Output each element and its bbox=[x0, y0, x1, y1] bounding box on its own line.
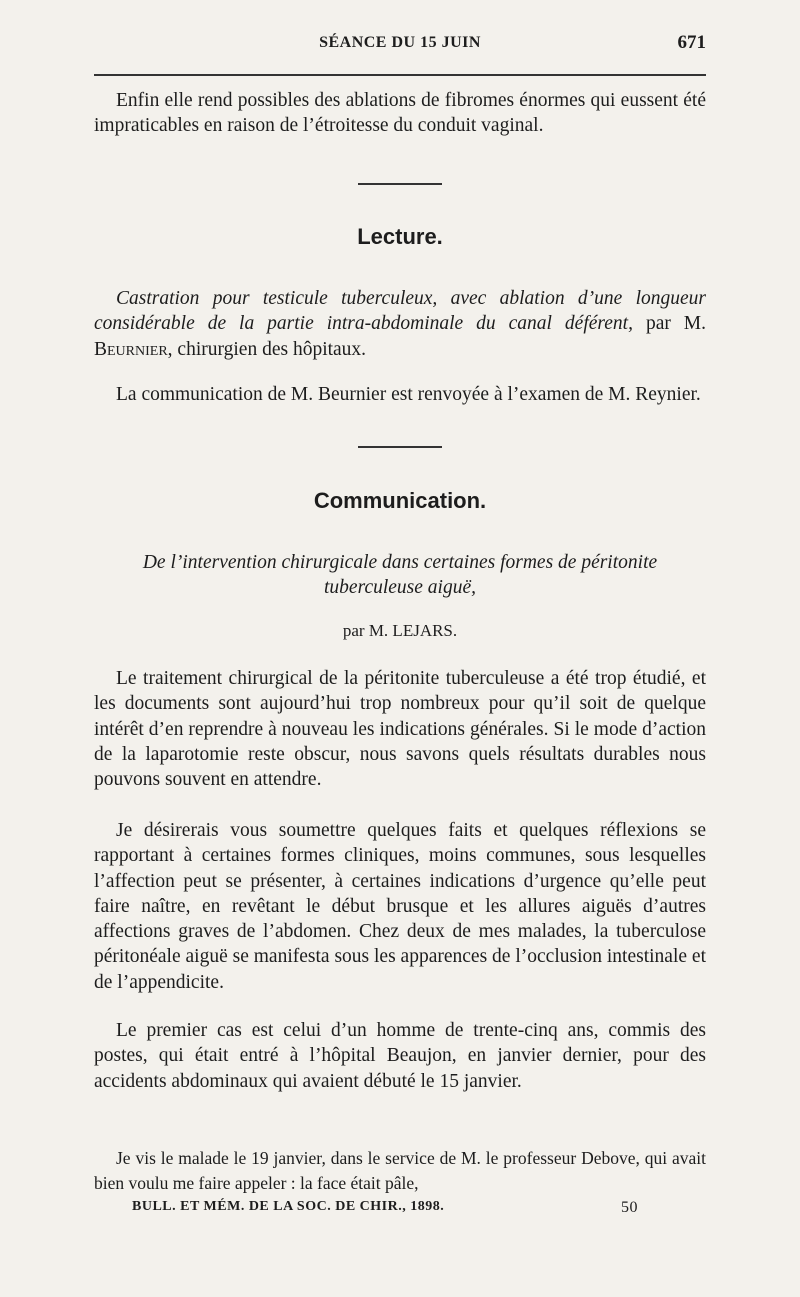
small-paragraph: Je vis le malade le 19 janvier, dans le service de M. le professeur Debove, qui avait bien voulu me faire appeler : la face était pâle, bbox=[94, 1148, 706, 1193]
lecture-author-name: Beurnier bbox=[94, 338, 168, 360]
section-separator-2 bbox=[358, 446, 442, 448]
lecture-author-suffix: , chirurgien des hôpitaux. bbox=[167, 338, 367, 360]
lecture-title: Castration pour testicule tuberculeux, avec ablation d’une longueur considérable de la partie intra-abdominale du canal déférent, bbox=[94, 288, 706, 335]
running-title: SÉANCE DU 15 JUIN bbox=[319, 34, 481, 51]
lecture-author-prefix: par M. bbox=[645, 313, 707, 335]
communication-heading: Communication. bbox=[313, 488, 487, 513]
lecture-entry bbox=[94, 286, 706, 362]
running-header bbox=[94, 32, 706, 62]
body-paragraph-3: Le premier cas est celui d’un homme de trente-cinq ans, commis des postes, qui était entré à l’hôpital Beaujon, en janvier dernier, pour des accidents abdominaux qui avaient débuté le 15 janvier. bbox=[94, 1020, 706, 1092]
communication-title-line2: tuberculeuse aiguë, bbox=[324, 577, 476, 599]
header-rule bbox=[94, 74, 706, 76]
lecture-heading: Lecture. bbox=[357, 224, 443, 249]
footer-citation: BULL. ET MÉM. DE LA SOC. DE CHIR., 1898. bbox=[132, 1199, 445, 1214]
communication-title-line1: De l’intervention chirurgicale dans certaines formes de péritonite bbox=[142, 552, 658, 573]
intro-paragraph-text: Enfin elle rend possibles des ablations de fibromes énormes qui eussent été impraticables en raison de l’étroitesse du conduit vaginal. bbox=[94, 90, 706, 137]
body-paragraph-2: Je désirerais vous soumettre quelques faits et quelques réflexions se rapportant à certaines formes cliniques, moins communes, sous lesquelles l’affection peut se présenter, à certaines indications d’urgence qu’elle peut faire naître, en revêtant le début brusque et les allures aiguës d’autres affections graves de l’abdomen. Chez deux de mes malades, la tuberculose péritonéale aiguë se manifesta sous les apparences de l’occlusion intestinale et de l’appendicite. bbox=[94, 820, 706, 993]
lecture-referral: La communication de M. Beurnier est renvoyée à l’examen de M. Reynier. bbox=[116, 384, 701, 405]
page-number: 671 bbox=[677, 32, 706, 53]
intro-paragraph bbox=[94, 88, 706, 139]
page-footer bbox=[94, 1199, 706, 1221]
footer-signature: 50 bbox=[621, 1199, 638, 1216]
body-paragraph-1: Le traitement chirurgical de la péritonite tuberculeuse a été trop étudié, et les documents sont aujourd’hui trop nombreux pour qu’il soit de quelque intérêt d’en reprendre à nouveau les indications générales. Si le mode d’action de la laparotomie reste obscur, nous savons quels résultats durables nous pouvons souvent en attendre. bbox=[94, 668, 706, 791]
section-separator bbox=[358, 183, 442, 185]
communication-byline: par M. LEJARS. bbox=[342, 621, 458, 640]
communication-title bbox=[94, 550, 706, 601]
